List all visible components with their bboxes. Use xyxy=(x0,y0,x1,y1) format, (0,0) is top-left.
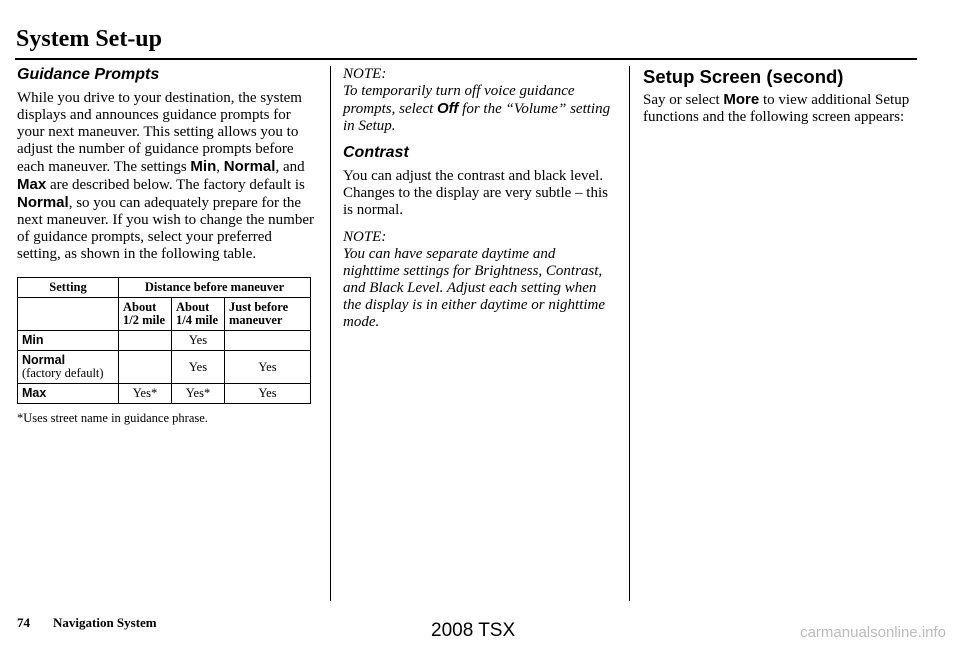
column-notes-contrast xyxy=(343,66,615,331)
note-label: NOTE: xyxy=(343,66,387,82)
setting-option-name: Off xyxy=(437,100,459,117)
text-run: Say or select xyxy=(643,92,724,108)
table-cell xyxy=(119,351,172,384)
row-setting-name: Min xyxy=(22,333,44,347)
note-daytime-text: You can have separate daytime and nighttime settings for Brightness, Contrast, and Black Level. Adjust each setting when the display is in either daytime or nighttime mode. xyxy=(343,246,606,330)
page-title: System Set-up xyxy=(16,26,163,52)
setting-option-name: Max xyxy=(17,176,47,193)
watermark-site: carmanualsonline.info xyxy=(800,624,946,641)
table-cell: Yes xyxy=(225,351,311,384)
setting-option-name: Min xyxy=(190,158,217,175)
column-divider xyxy=(629,66,630,601)
title-rule xyxy=(15,58,917,60)
section-heading-setup-screen: Setup Screen (second) xyxy=(643,66,844,87)
setting-option-name: More xyxy=(723,91,760,108)
page-number: 74 xyxy=(17,615,30,630)
table-subheader: About 1/4 mile xyxy=(172,298,225,331)
guidance-prompts-paragraph xyxy=(17,90,317,263)
table-cell: Yes xyxy=(225,384,311,404)
setting-option-name: Normal xyxy=(223,158,276,175)
table-row xyxy=(18,331,311,351)
text-run: , and xyxy=(275,159,305,175)
text-run: While you drive to your destination, the system displays and announces guidance prompts for your next maneuver. This setting allows you to adjust the number of guidance prompts before each maneuver. The settings xyxy=(17,90,302,175)
text-run: to view additional Setup functions and the following screen appears: xyxy=(643,92,910,125)
row-setting-subtext: (factory default) xyxy=(22,366,104,380)
section-heading-contrast: Contrast xyxy=(343,144,409,161)
setup-screen-paragraph xyxy=(643,91,915,126)
contrast-paragraph: You can adjust the contrast and black level. Changes to the display are very subtle – this is normal. xyxy=(343,168,608,218)
section-heading-guidance-prompts: Guidance Prompts xyxy=(17,66,160,83)
text-run: , so you can adequately prepare for the next maneuver. If you wish to change the number of guidance prompts, select your preferred setting, as shown in the following table. xyxy=(17,195,314,262)
table-cell: Yes* xyxy=(172,384,225,404)
text-run: are described below. The factory default is xyxy=(46,177,305,193)
text-run: for the “Volume” setting in Setup. xyxy=(343,101,611,134)
table-cell: Yes xyxy=(172,331,225,351)
column-guidance-prompts xyxy=(17,66,317,426)
table-header-setting: Setting xyxy=(18,278,119,298)
table-cell: Yes* xyxy=(119,384,172,404)
table-row xyxy=(18,384,311,404)
column-divider xyxy=(330,66,331,601)
table-footnote: *Uses street name in guidance phrase. xyxy=(17,411,208,425)
table-cell xyxy=(225,331,311,351)
setting-option-name: Normal xyxy=(17,194,69,211)
table-subheader: Just before maneuver xyxy=(225,298,311,331)
footer-label: Navigation System xyxy=(53,615,157,630)
text-run: To temporarily turn off voice guidance prompts, select xyxy=(343,83,575,117)
table-header-empty xyxy=(18,298,119,331)
text-run: , xyxy=(216,159,224,175)
table-cell xyxy=(119,331,172,351)
row-setting-name: Normal xyxy=(22,353,66,367)
guidance-table xyxy=(17,277,311,404)
table-cell: Yes xyxy=(172,351,225,384)
table-subheader: About 1/2 mile xyxy=(119,298,172,331)
note-label: NOTE: xyxy=(343,229,387,245)
note-volume-text xyxy=(343,83,615,135)
watermark-model: 2008 TSX xyxy=(431,620,516,641)
row-setting-name: Max xyxy=(22,386,47,400)
table-row xyxy=(18,351,311,384)
table-header-distance: Distance before maneuver xyxy=(119,278,311,298)
column-setup-screen xyxy=(643,66,915,126)
